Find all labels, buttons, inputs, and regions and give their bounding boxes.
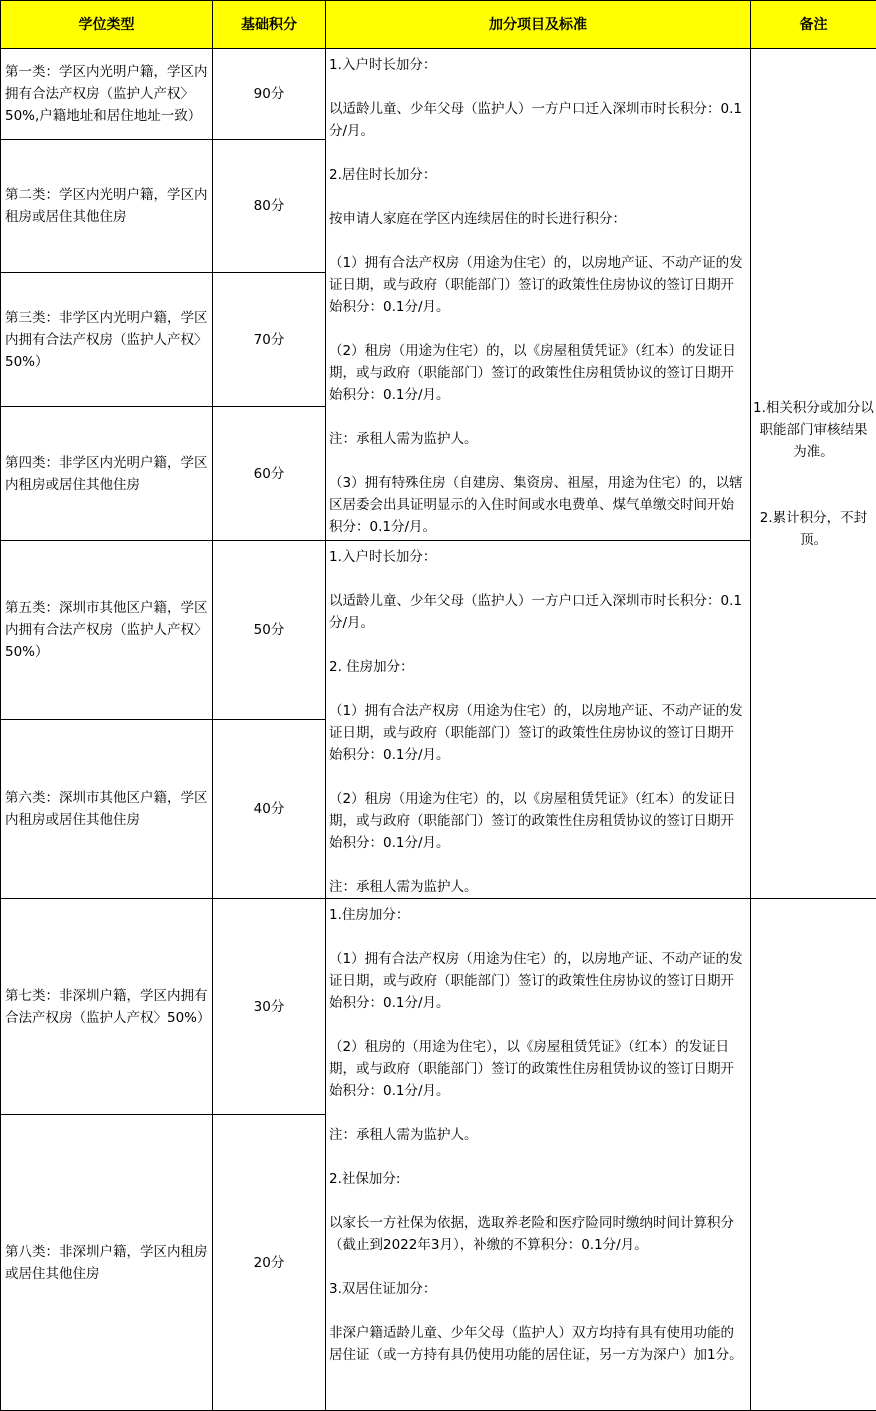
rules-group-2 <box>326 541 751 899</box>
rule-paragraph: 注：承租人需为监护人。 <box>329 1124 747 1146</box>
rule-paragraph: 2.居住时长加分： <box>329 164 747 186</box>
rule-paragraph: 非深户籍适龄儿童、少年父母（监护人）双方均持有具有使用功能的居住证（或一方持有具仍使用功能的居住证，另一方为深户）加1分。 <box>329 1322 747 1366</box>
row-type: 第四类：非学区内光明户籍，学区内租房或居住其他住房 <box>1 407 213 541</box>
rule-paragraph: 2.社保加分: <box>329 1168 747 1190</box>
rule-paragraph: 2. 住房加分： <box>329 656 747 678</box>
header-notes: 备注 <box>751 1 876 49</box>
notes-cell-empty <box>751 899 876 1411</box>
header-rules: 加分项目及标准 <box>326 1 751 49</box>
header-score: 基础积分 <box>213 1 326 49</box>
row-type: 第二类：学区内光明户籍，学区内租房或居住其他住房 <box>1 140 213 273</box>
table-row <box>1 541 876 720</box>
row-score: 80分 <box>213 140 326 273</box>
row-score: 50分 <box>213 541 326 720</box>
rule-paragraph: 以适龄儿童、少年父母（监护人）一方户口迁入深圳市时长积分：0.1分/月。 <box>329 590 747 634</box>
row-score: 20分 <box>213 1115 326 1411</box>
rules-group-3 <box>326 899 751 1411</box>
header-type: 学位类型 <box>1 1 213 49</box>
rule-paragraph: 注：承租人需为监护人。 <box>329 876 747 898</box>
rule-paragraph: 3.双居住证加分： <box>329 1278 747 1300</box>
rule-paragraph: （2）租房（用途为住宅）的，以《房屋租赁凭证》（红本）的发证日期，或与政府（职能部门）签订的政策性住房租赁协议的签订日期开始积分：0.1分/月。 <box>329 340 747 406</box>
row-score: 40分 <box>213 720 326 899</box>
header-row <box>1 1 876 49</box>
row-type: 第三类：非学区内光明户籍，学区内拥有合法产权房（监护人产权〉50%） <box>1 273 213 407</box>
rule-paragraph: 1.入户时长加分： <box>329 546 747 568</box>
notes-cell <box>751 49 876 899</box>
row-score: 30分 <box>213 899 326 1115</box>
rule-paragraph: 1.入户时长加分： <box>329 54 747 76</box>
rule-paragraph: （1）拥有合法产权房（用途为住宅）的，以房地产证、不动产证的发证日期，或与政府（职能部门）签订的政策性住房协议的签订日期开始积分：0.1分/月。 <box>329 252 747 318</box>
table-row <box>1 899 876 1115</box>
row-score: 90分 <box>213 49 326 140</box>
rule-paragraph: 以家长一方社保为依据，选取养老险和医疗险同时缴纳时间计算积分（截止到2022年3月），补缴的不算积分：0.1分/月。 <box>329 1212 747 1256</box>
rule-paragraph: 注：承租人需为监护人。 <box>329 428 747 450</box>
note-2: 2.累计积分，不封顶。 <box>753 507 874 551</box>
rule-paragraph: 按申请人家庭在学区内连续居住的时长进行积分： <box>329 208 747 230</box>
row-type: 第七类：非深圳户籍，学区内拥有合法产权房（监护人产权〉50%） <box>1 899 213 1115</box>
row-type: 第五类：深圳市其他区户籍，学区内拥有合法产权房（监护人产权〉50%） <box>1 541 213 720</box>
note-1: 1.相关积分或加分以职能部门审核结果为准。 <box>753 397 874 463</box>
row-score: 70分 <box>213 273 326 407</box>
rule-paragraph: （3）拥有特殊住房（自建房、集资房、祖屋，用途为住宅）的，以辖区居委会出具证明显示的入住时间或水电费单、煤气单缴交时间开始积分：0.1分/月。 <box>329 472 747 538</box>
rule-paragraph: 以适龄儿童、少年父母（监护人）一方户口迁入深圳市时长积分：0.1分/月。 <box>329 98 747 142</box>
rule-paragraph: 1.住房加分： <box>329 904 747 926</box>
row-type: 第八类：非深圳户籍，学区内租房或居住其他住房 <box>1 1115 213 1411</box>
row-score: 60分 <box>213 407 326 541</box>
table-row <box>1 49 876 140</box>
rule-paragraph: （2）租房的（用途为住宅），以《房屋租赁凭证》（红本）的发证日期，或与政府（职能部门）签订的政策性住房租赁协议的签订日期开始积分：0.1分/月。 <box>329 1036 747 1102</box>
row-type: 第六类：深圳市其他区户籍，学区内租房或居住其他住房 <box>1 720 213 899</box>
rules-group-1 <box>326 49 751 541</box>
rule-paragraph: （2）租房（用途为住宅）的，以《房屋租赁凭证》（红本）的发证日期，或与政府（职能部门）签订的政策性住房租赁协议的签订日期开始积分：0.1分/月。 <box>329 788 747 854</box>
rule-paragraph: （1）拥有合法产权房（用途为住宅）的，以房地产证、不动产证的发证日期，或与政府（职能部门）签订的政策性住房协议的签订日期开始积分：0.1分/月。 <box>329 700 747 766</box>
rule-paragraph: （1）拥有合法产权房（用途为住宅）的，以房地产证、不动产证的发证日期，或与政府（职能部门）签订的政策性住房协议的签订日期开始积分：0.1分/月。 <box>329 948 747 1014</box>
row-type: 第一类：学区内光明户籍，学区内拥有合法产权房（监护人产权〉50%,户籍地址和居住地址一致） <box>1 49 213 140</box>
